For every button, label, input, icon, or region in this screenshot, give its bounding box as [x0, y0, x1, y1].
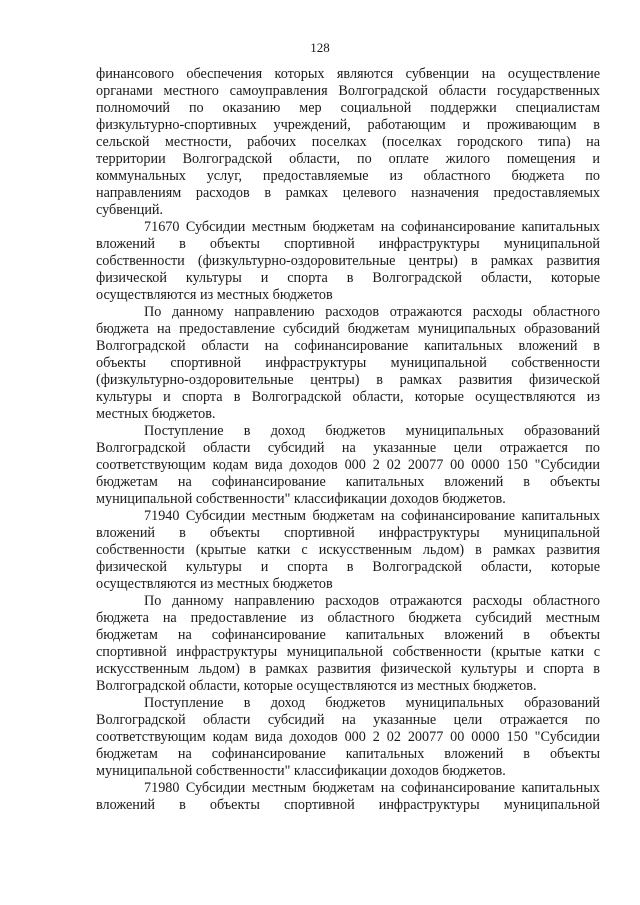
- text-line: бюджетам на софинансирование капитальных вложений в объекты: [96, 746, 600, 762]
- text-line: Поступление в доход бюджетов муниципальных образований: [144, 423, 600, 439]
- text-line: направлениям расходов в рамках целевого назначения предоставляемых: [96, 185, 600, 201]
- text-line: (физкультурно-оздоровительные центры) в рамках развития физической: [96, 372, 600, 388]
- text-line: осуществляются из местных бюджетов: [96, 576, 333, 592]
- text-line: культуры и спорта в Волгоградской области, которые осуществляются из: [96, 389, 600, 405]
- text-line: сельской местности, рабочих поселках (поселках городского типа) на: [96, 134, 600, 150]
- text-line: бюджетам на софинансирование капитальных вложений в объекты: [96, 474, 600, 490]
- text-line: физкультурно-спортивных учреждений, работающим и проживающим в: [96, 117, 600, 133]
- body-text: [96, 66, 600, 814]
- text-line: По данному направлению расходов отражаются расходы областного: [144, 593, 600, 609]
- text-line: Волгоградской области субсидий на указанные цели отражается по: [96, 712, 600, 728]
- text-line: Поступление в доход бюджетов муниципальных образований: [144, 695, 600, 711]
- text-line: вложений в объекты спортивной инфраструктуры муниципальной: [96, 525, 600, 541]
- text-line: физической культуры и спорта в Волгоградской области, которые: [96, 559, 600, 575]
- text-line: территории Волгоградской области, по оплате жилого помещения и: [96, 151, 600, 167]
- text-line: муниципальной собственности" классификации доходов бюджетов.: [96, 491, 506, 507]
- page-number: 128: [310, 40, 330, 55]
- text-line: осуществляются из местных бюджетов: [96, 287, 333, 303]
- text-line: органами местного самоуправления Волгоградской области государственных: [96, 83, 600, 99]
- text-line: Волгоградской области на софинансирование капитальных вложений в: [96, 338, 600, 354]
- text-line: 71940 Субсидии местным бюджетам на софинансирование капитальных: [144, 508, 600, 524]
- text-line: Волгоградской области, которые осуществляются из местных бюджетов.: [96, 678, 537, 694]
- text-line: вложений в объекты спортивной инфраструктуры муниципальной: [96, 236, 600, 252]
- text-line: По данному направлению расходов отражаются расходы областного: [144, 304, 600, 320]
- text-line: вложений в объекты спортивной инфраструктуры муниципальной: [96, 797, 600, 813]
- text-line: собственности (крытые катки с искусственным льдом) в рамках развития: [96, 542, 600, 558]
- text-line: коммунальных услуг, предоставляемые из областного бюджета по: [96, 168, 600, 184]
- text-line: муниципальной собственности" классификации доходов бюджетов.: [96, 763, 506, 779]
- text-line: местных бюджетов.: [96, 406, 216, 422]
- text-line: собственности (физкультурно-оздоровительные центры) в рамках развития: [96, 253, 600, 269]
- text-line: искусственным льдом) в рамках развития физической культуры и спорта в: [96, 661, 600, 677]
- text-line: полномочий по оказанию мер социальной поддержки специалистам: [96, 100, 600, 116]
- text-line: Волгоградской области субсидий на указанные цели отражается по: [96, 440, 600, 456]
- text-line: 71980 Субсидии местным бюджетам на софинансирование капитальных: [144, 780, 600, 796]
- text-line: бюджета на предоставление субсидий бюджетам муниципальных образований: [96, 321, 600, 337]
- text-line: соответствующим кодам вида доходов 000 2 02 20077 00 0000 150 "Субсидии: [96, 457, 600, 473]
- text-line: субвенций.: [96, 202, 164, 218]
- text-line: бюджетам на софинансирование капитальных вложений в объекты: [96, 627, 600, 643]
- text-line: финансового обеспечения которых являются субвенции на осуществление: [96, 66, 600, 82]
- text-line: физической культуры и спорта в Волгоградской области, которые: [96, 270, 600, 286]
- text-line: бюджета на предоставление из областного бюджета субсидий местным: [96, 610, 600, 626]
- text-line: 71670 Субсидии местным бюджетам на софинансирование капитальных: [144, 219, 600, 235]
- text-line: объекты спортивной инфраструктуры муниципальной собственности: [96, 355, 600, 371]
- text-line: соответствующим кодам вида доходов 000 2 02 20077 00 0000 150 "Субсидии: [96, 729, 600, 745]
- text-line: спортивной инфраструктуры муниципальной собственности (крытые катки с: [96, 644, 600, 660]
